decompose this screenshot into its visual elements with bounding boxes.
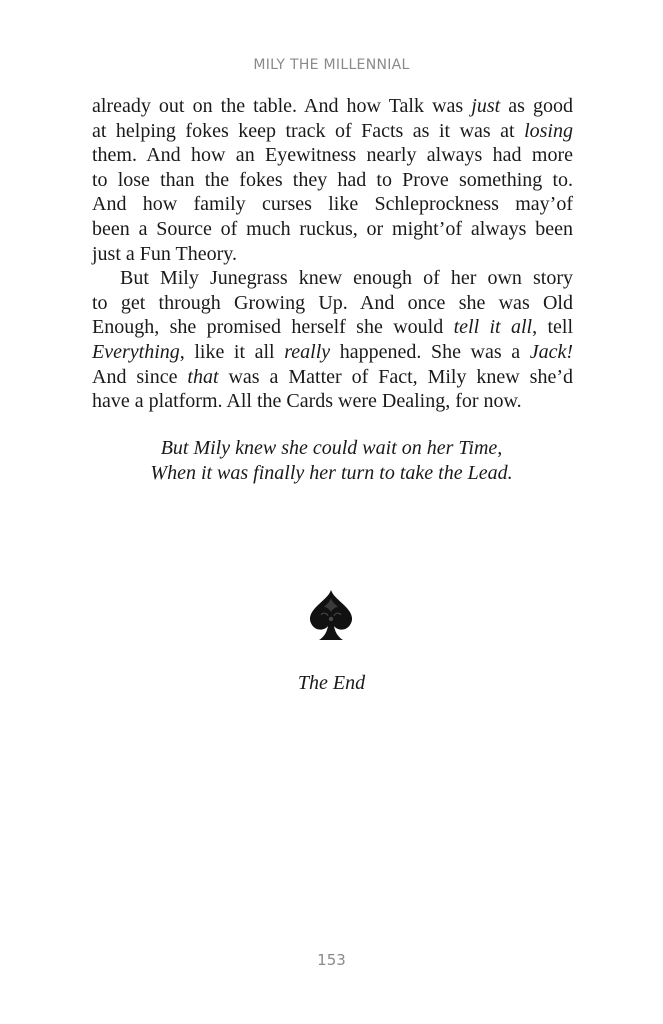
text-line: them. And how an Eyewitness nearly always had more [92, 144, 573, 167]
text-line: have a platform. All the Cards were Dealing, for now. [92, 390, 522, 413]
text-line: at helping fokes keep track of Facts as it was at losing [92, 119, 573, 142]
spade-icon [307, 588, 355, 646]
page-number: 153 [317, 951, 346, 969]
text-line: been a Source of much ruckus, or might’of always been [92, 217, 573, 240]
text-line: Enough, she promised herself she would tell it all, tell [92, 316, 574, 339]
text-line: to lose than the fokes they had to Prove something to. [92, 168, 573, 191]
text-line: just a Fun Theory. [92, 242, 237, 265]
text-line: And how family curses like Schleprockness may’of [92, 193, 573, 216]
running-head: MILY THE MILLENNIAL [253, 57, 410, 73]
verse-line: But Mily knew she could wait on her Time, [160, 437, 503, 459]
verse-line: When it was finally her turn to take the Lead. [150, 462, 513, 484]
text-line: Everything, like it all really happened. She was a Jack! [92, 340, 574, 363]
body-text [92, 94, 573, 414]
text-line: to get through Growing Up. And once she was Old [92, 291, 573, 314]
the-end: The End [297, 672, 366, 694]
verse [0, 436, 663, 486]
text-line: And since that was a Matter of Fact, Mily knew she’d [92, 365, 573, 388]
text-line: But Mily Junegrass knew enough of her own story [120, 267, 573, 290]
text-line: already out on the table. And how Talk was just as good [92, 95, 574, 117]
